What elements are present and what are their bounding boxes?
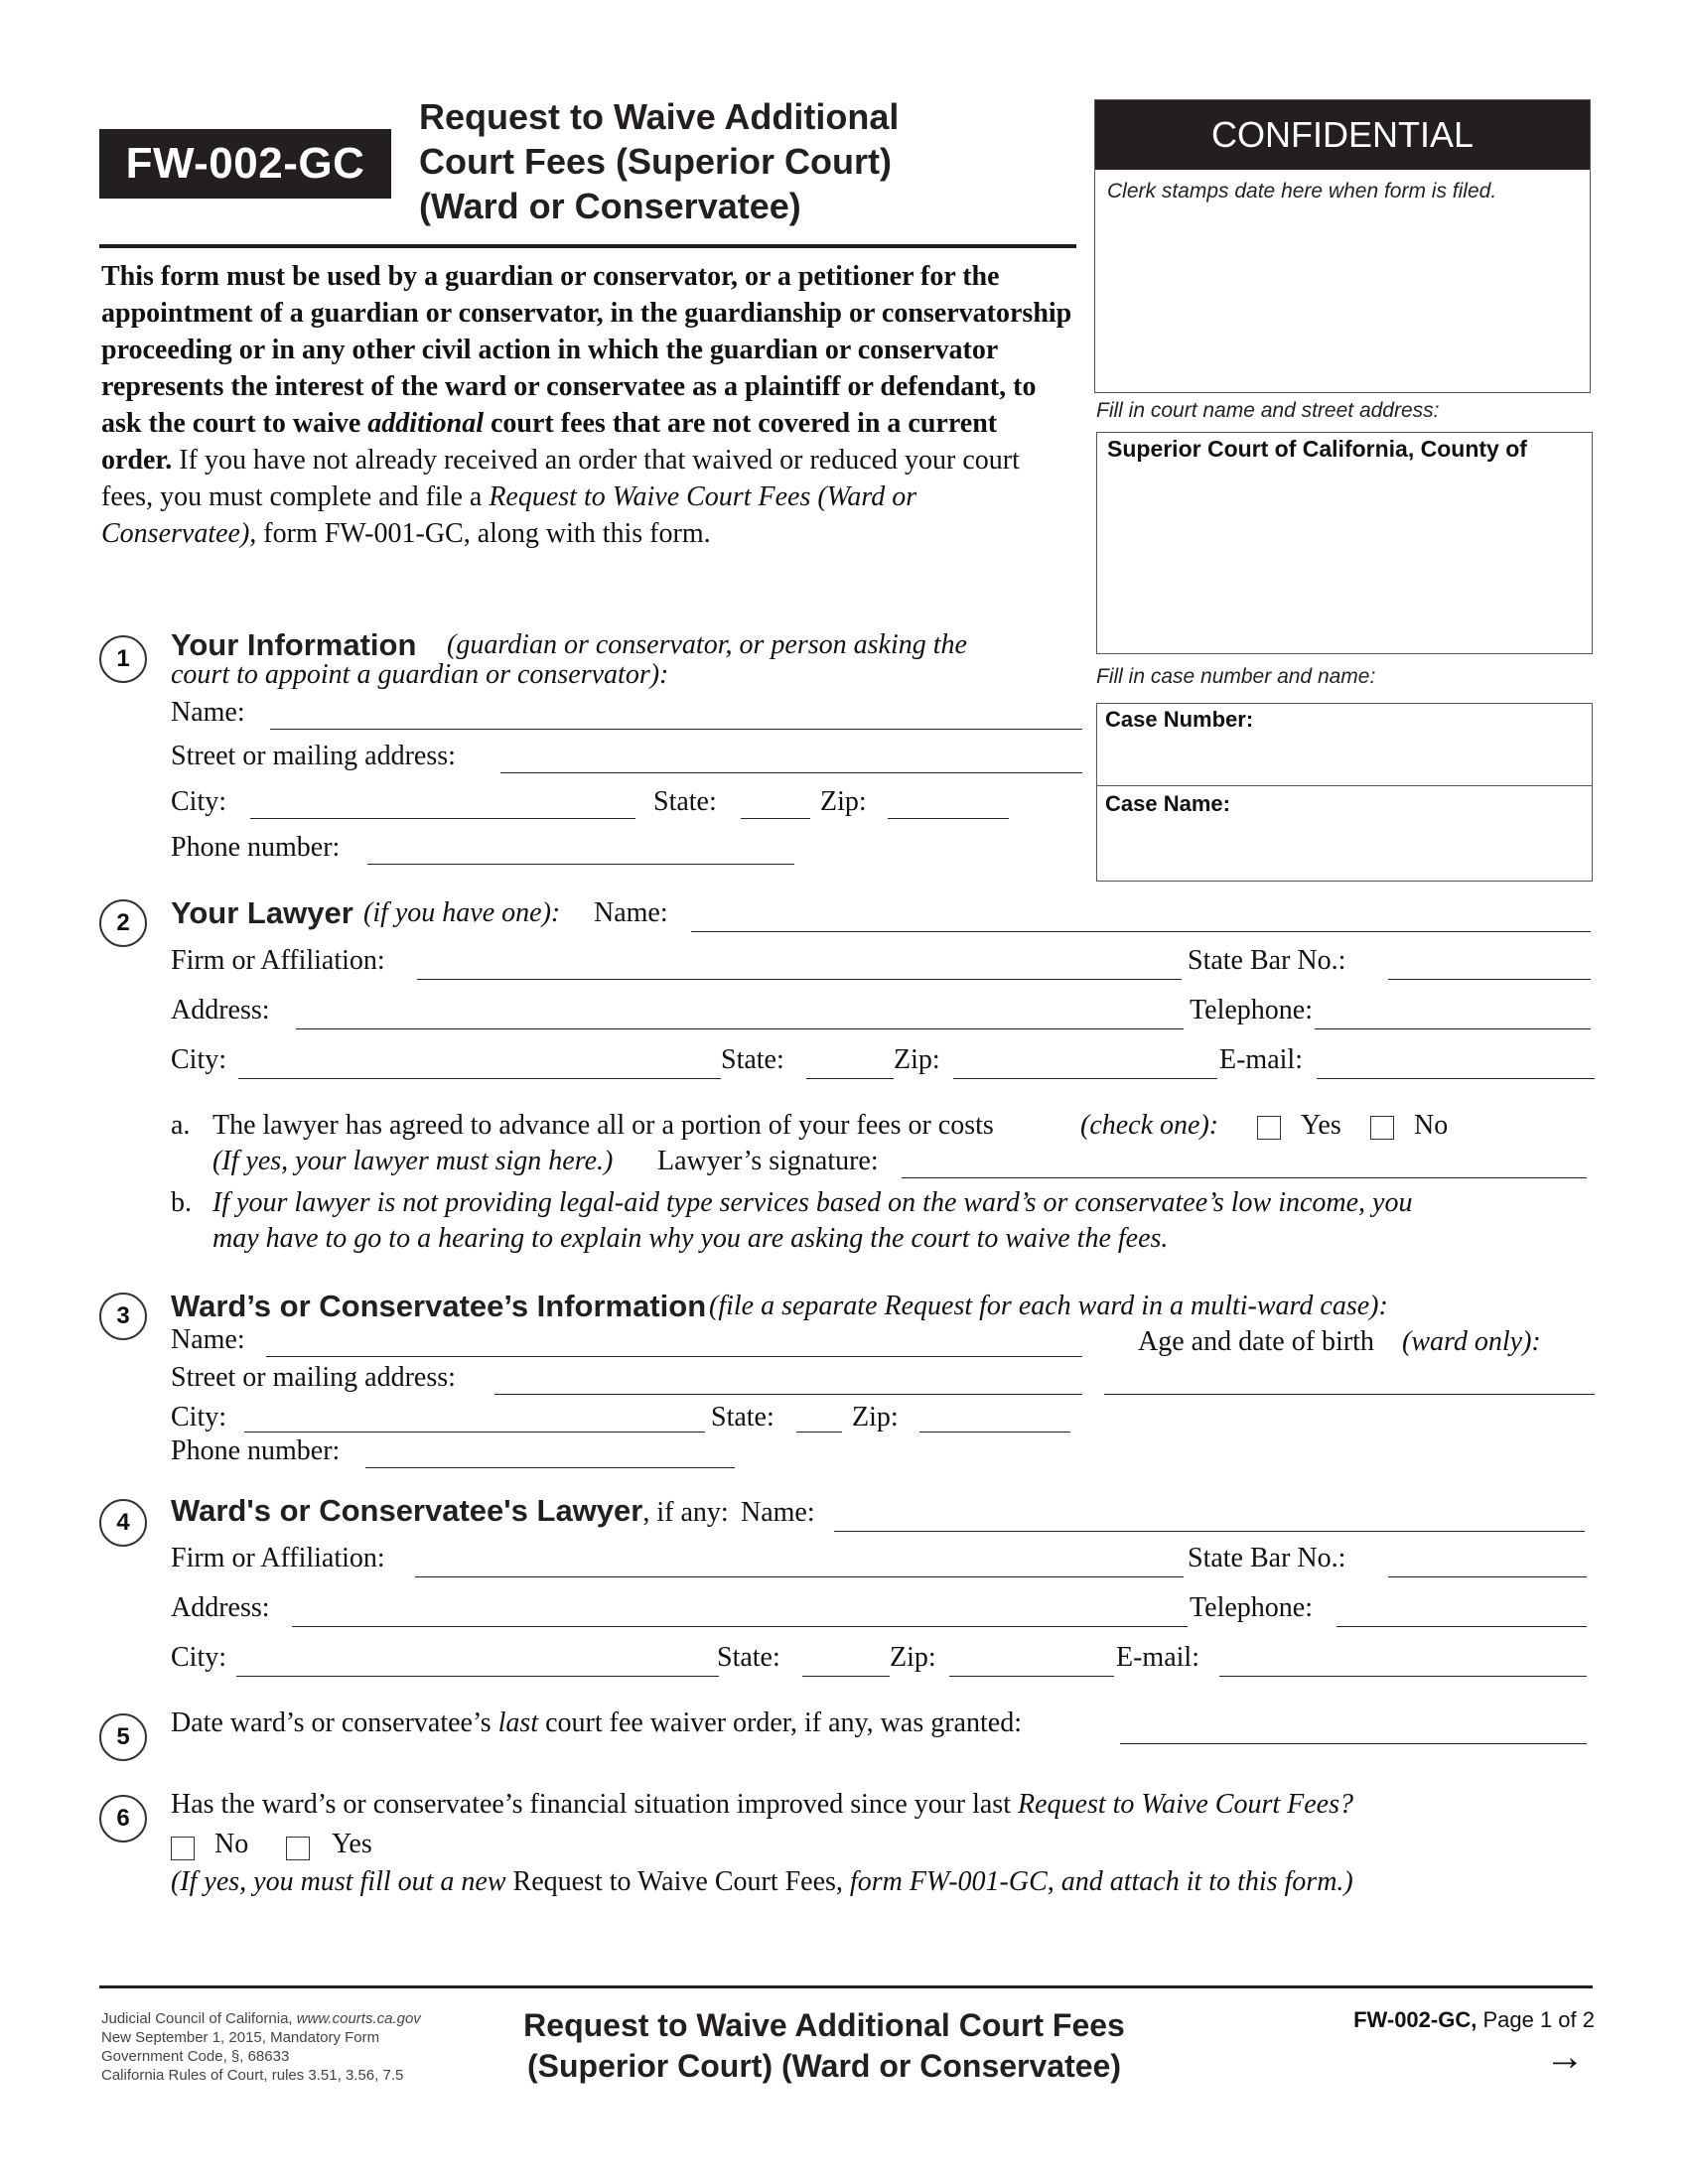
item-2a-text: The lawyer has agreed to advance all or a portion of your fees or costs bbox=[212, 1110, 994, 1141]
ward-lawyer-city-label: City: bbox=[171, 1642, 227, 1673]
ward-age-label: Age and date of birth bbox=[1138, 1326, 1374, 1357]
footer-title bbox=[477, 2005, 1172, 2087]
ward-lawyer-address-label: Address: bbox=[171, 1592, 270, 1623]
ward-lawyer-email-label: E-mail: bbox=[1116, 1642, 1199, 1673]
section-6-question-italic: Request to Waive Court Fees? bbox=[1017, 1789, 1353, 1820]
lawyer-signature-label: Lawyer’s signature: bbox=[657, 1146, 879, 1176]
item-2b-marker: b. bbox=[171, 1187, 192, 1218]
section-5-text-1: Date ward’s or conservatee’s bbox=[171, 1707, 498, 1738]
lawyer-bar-label: State Bar No.: bbox=[1188, 945, 1346, 976]
last-waiver-date-field[interactable] bbox=[1120, 1743, 1587, 1744]
header-divider bbox=[99, 244, 1076, 248]
ward-lawyer-name-label: Name: bbox=[741, 1497, 815, 1528]
form-id: FW-002-GC bbox=[99, 129, 391, 199]
section-4-number: 4 bbox=[99, 1499, 147, 1547]
intro-paragraph bbox=[101, 258, 1074, 552]
intro-bold-2: court fees that are not covered in a current order. bbox=[101, 408, 998, 476]
lawyer-advance-yes-checkbox[interactable] bbox=[1257, 1116, 1281, 1140]
ward-lawyer-telephone-label: Telephone: bbox=[1190, 1592, 1313, 1623]
case-number-field[interactable] bbox=[1097, 704, 1592, 785]
intro-bold-italic: additional bbox=[367, 408, 484, 439]
confidential-banner: CONFIDENTIAL bbox=[1095, 100, 1590, 170]
item-2a-marker: a. bbox=[171, 1110, 191, 1141]
case-box-divider bbox=[1097, 785, 1592, 786]
lawyer-name-field[interactable] bbox=[691, 931, 1591, 932]
ward-phone-label: Phone number: bbox=[171, 1435, 341, 1466]
your-zip-label: Zip: bbox=[820, 786, 867, 817]
improved-yes-checkbox[interactable] bbox=[286, 1837, 310, 1860]
item-2b-line-2: may have to go to a hearing to explain why you are asking the court to waive the fees. bbox=[212, 1223, 1169, 1254]
next-page-arrow-icon: → bbox=[1545, 2035, 1585, 2079]
your-zip-field[interactable] bbox=[888, 818, 1009, 819]
section-5-text bbox=[171, 1707, 1022, 1739]
footer-url[interactable]: www.courts.ca.gov bbox=[296, 2010, 421, 2027]
lawyer-telephone-field[interactable] bbox=[1315, 1028, 1591, 1029]
lawyer-city-field[interactable] bbox=[238, 1078, 721, 1079]
improved-yes-label: Yes bbox=[332, 1829, 372, 1859]
form-title-line-3: (Ward or Conservatee) bbox=[419, 186, 801, 226]
lawyer-zip-field[interactable] bbox=[953, 1078, 1217, 1079]
ward-lawyer-city-field[interactable] bbox=[236, 1676, 719, 1677]
footer-title-line-2: (Superior Court) (Ward or Conservatee) bbox=[527, 2048, 1121, 2084]
footer-citation-line-2: New September 1, 2015, Mandatory Form bbox=[101, 2029, 380, 2046]
ward-zip-label: Zip: bbox=[852, 1402, 899, 1433]
case-number-label: Case Number: bbox=[1105, 707, 1254, 732]
ward-lawyer-email-field[interactable] bbox=[1219, 1676, 1587, 1677]
your-name-field[interactable] bbox=[270, 729, 1082, 730]
your-address-label: Street or mailing address: bbox=[171, 741, 456, 771]
improved-no-checkbox[interactable] bbox=[171, 1837, 195, 1860]
footer-citation bbox=[101, 2009, 421, 2085]
section-5-number: 5 bbox=[99, 1713, 147, 1761]
section-3-number: 3 bbox=[99, 1293, 147, 1340]
lawyer-address-label: Address: bbox=[171, 995, 270, 1025]
clerk-stamp-note: Clerk stamps date here when form is filed. bbox=[1107, 180, 1497, 203]
ward-lawyer-state-field[interactable] bbox=[802, 1676, 890, 1677]
lawyer-telephone-label: Telephone: bbox=[1190, 995, 1313, 1025]
ward-age-field[interactable] bbox=[1104, 1394, 1595, 1395]
your-city-field[interactable] bbox=[250, 818, 635, 819]
intro-text-2: form FW-001-GC, along with this form. bbox=[256, 518, 711, 549]
footer-citation-line-4: California Rules of Court, rules 3.51, 3.56, 7.5 bbox=[101, 2067, 404, 2084]
your-name-label: Name: bbox=[171, 697, 245, 728]
ward-name-field[interactable] bbox=[266, 1356, 1082, 1357]
footer-page-info bbox=[1321, 2007, 1595, 2033]
court-name-box[interactable] bbox=[1096, 432, 1593, 654]
improved-no-label: No bbox=[214, 1829, 249, 1859]
item-2b-line-1: If your lawyer is not providing legal-aid type services based on the ward’s or conservatee’s low income, you bbox=[212, 1187, 1413, 1218]
ward-lawyer-telephone-field[interactable] bbox=[1336, 1626, 1587, 1627]
lawyer-email-label: E-mail: bbox=[1219, 1044, 1303, 1075]
section-1-number: 1 bbox=[99, 635, 147, 683]
ward-lawyer-zip-field[interactable] bbox=[949, 1676, 1114, 1677]
intro-text-1: If you have not already received an order that waived or reduced your court fees, you must complete and file a bbox=[101, 445, 1020, 512]
ward-address-field[interactable] bbox=[494, 1394, 1082, 1395]
item-2a-check-one: (check one): bbox=[1080, 1110, 1219, 1141]
form-title bbox=[419, 94, 1074, 228]
section-6-question bbox=[171, 1789, 1353, 1821]
section-6-question-text: Has the ward’s or conservatee’s financial situation improved since your last bbox=[171, 1789, 1018, 1820]
lawyer-firm-label: Firm or Affiliation: bbox=[171, 945, 385, 976]
ward-lawyer-firm-field[interactable] bbox=[415, 1576, 1184, 1577]
section-6-note bbox=[171, 1866, 1353, 1898]
lawyer-bar-field[interactable] bbox=[1388, 979, 1591, 980]
section-3-title: Ward’s or Conservatee’s Information bbox=[171, 1289, 707, 1323]
case-name-label: Case Name: bbox=[1105, 791, 1230, 816]
section-5-italic: last bbox=[497, 1707, 539, 1738]
lawyer-address-field[interactable] bbox=[296, 1028, 1184, 1029]
ward-lawyer-address-field[interactable] bbox=[292, 1626, 1188, 1627]
case-instruction: Fill in case number and name: bbox=[1096, 665, 1376, 688]
section-4-if-any: , if any: bbox=[642, 1497, 729, 1528]
item-2a-signature-note: (If yes, your lawyer must sign here.) bbox=[212, 1146, 614, 1176]
ward-address-label: Street or mailing address: bbox=[171, 1362, 456, 1393]
lawyer-state-field[interactable] bbox=[806, 1078, 894, 1079]
footer-page-number: Page 1 of 2 bbox=[1477, 2007, 1595, 2032]
lawyer-firm-field[interactable] bbox=[417, 979, 1182, 980]
section-6-note-italic-1: (If yes, you must fill out a new bbox=[171, 1866, 513, 1897]
case-info-box bbox=[1096, 703, 1593, 882]
section-4-title: Ward's or Conservatee's Lawyer bbox=[171, 1493, 643, 1528]
lawyer-email-field[interactable] bbox=[1317, 1078, 1595, 1079]
footer-council: Judicial Council of California, bbox=[101, 2010, 297, 2027]
case-name-field[interactable] bbox=[1097, 787, 1592, 881]
ward-zip-field[interactable] bbox=[919, 1432, 1070, 1433]
section-2-number: 2 bbox=[99, 899, 147, 947]
ward-phone-field[interactable] bbox=[365, 1467, 735, 1468]
footer-citation-line-1 bbox=[101, 2009, 421, 2028]
lawyer-name-label: Name: bbox=[594, 897, 668, 928]
section-5-text-2: court fee waiver order, if any, was granted: bbox=[538, 1707, 1022, 1738]
section-2-subtitle: (if you have one): bbox=[363, 897, 561, 928]
your-phone-field[interactable] bbox=[367, 864, 794, 865]
ward-lawyer-state-label: State: bbox=[717, 1642, 780, 1673]
section-1-title: Your Information bbox=[171, 627, 417, 662]
lawyer-advance-yes-label: Yes bbox=[1301, 1110, 1341, 1141]
footer-form-id: FW-002-GC, bbox=[1353, 2007, 1477, 2032]
section-1-subtitle-2: court to appoint a guardian or conservator): bbox=[171, 659, 669, 690]
section-2-title: Your Lawyer bbox=[171, 895, 353, 930]
section-1-subtitle-1: (guardian or conservator, or person asking the bbox=[447, 629, 967, 660]
ward-state-field[interactable] bbox=[796, 1432, 842, 1433]
ward-lawyer-name-field[interactable] bbox=[834, 1531, 1585, 1532]
ward-lawyer-bar-label: State Bar No.: bbox=[1188, 1543, 1346, 1573]
your-state-field[interactable] bbox=[741, 818, 810, 819]
court-instruction: Fill in court name and street address: bbox=[1096, 399, 1440, 422]
your-phone-label: Phone number: bbox=[171, 832, 341, 863]
lawyer-advance-no-label: No bbox=[1414, 1110, 1449, 1141]
section-6-number: 6 bbox=[99, 1795, 147, 1843]
ward-age-note: (ward only): bbox=[1402, 1326, 1541, 1357]
your-state-label: State: bbox=[653, 786, 717, 817]
ward-lawyer-zip-label: Zip: bbox=[890, 1642, 936, 1673]
lawyer-state-label: State: bbox=[721, 1044, 784, 1075]
footer-citation-line-3: Government Code, §, 68633 bbox=[101, 2048, 290, 2065]
intro-italic-1: Request to Waive Court Fees (Ward or Conservatee), bbox=[101, 481, 917, 549]
court-name-prefix: Superior Court of California, County of bbox=[1107, 436, 1527, 462]
lawyer-city-label: City: bbox=[171, 1044, 227, 1075]
footer-title-line-1: Request to Waive Additional Court Fees bbox=[523, 2007, 1125, 2043]
ward-city-field[interactable] bbox=[244, 1432, 705, 1433]
ward-lawyer-bar-field[interactable] bbox=[1388, 1576, 1587, 1577]
section-3-subtitle: (file a separate Request for each ward in a multi-ward case): bbox=[709, 1291, 1388, 1321]
footer-divider bbox=[99, 1985, 1593, 1988]
ward-lawyer-firm-label: Firm or Affiliation: bbox=[171, 1543, 385, 1573]
ward-city-label: City: bbox=[171, 1402, 227, 1433]
section-4-heading bbox=[171, 1493, 729, 1529]
lawyer-signature-field[interactable] bbox=[902, 1177, 1587, 1178]
your-address-field[interactable] bbox=[500, 772, 1082, 773]
intro-bold-1: This form must be used by a guardian or conservator, or a petitioner for the appointment of a guardian or conservator, in the guardianship or conservatorship proceeding or in any other civil action in which the guardian or conservator represents the interest of the ward or conservatee as a plaintiff or defendant, to ask the court to waive bbox=[101, 261, 1072, 439]
ward-state-label: State: bbox=[711, 1402, 774, 1433]
your-city-label: City: bbox=[171, 786, 227, 817]
section-6-note-roman: Request to Waive Court Fees, bbox=[512, 1866, 843, 1897]
section-6-note-italic-2: form FW-001-GC, and attach it to this form.) bbox=[842, 1866, 1353, 1897]
form-title-line-1: Request to Waive Additional bbox=[419, 96, 900, 137]
lawyer-advance-no-checkbox[interactable] bbox=[1370, 1116, 1394, 1140]
ward-name-label: Name: bbox=[171, 1324, 245, 1355]
clerk-stamp-box bbox=[1094, 99, 1591, 393]
lawyer-zip-label: Zip: bbox=[894, 1044, 940, 1075]
form-title-line-2: Court Fees (Superior Court) bbox=[419, 141, 893, 182]
